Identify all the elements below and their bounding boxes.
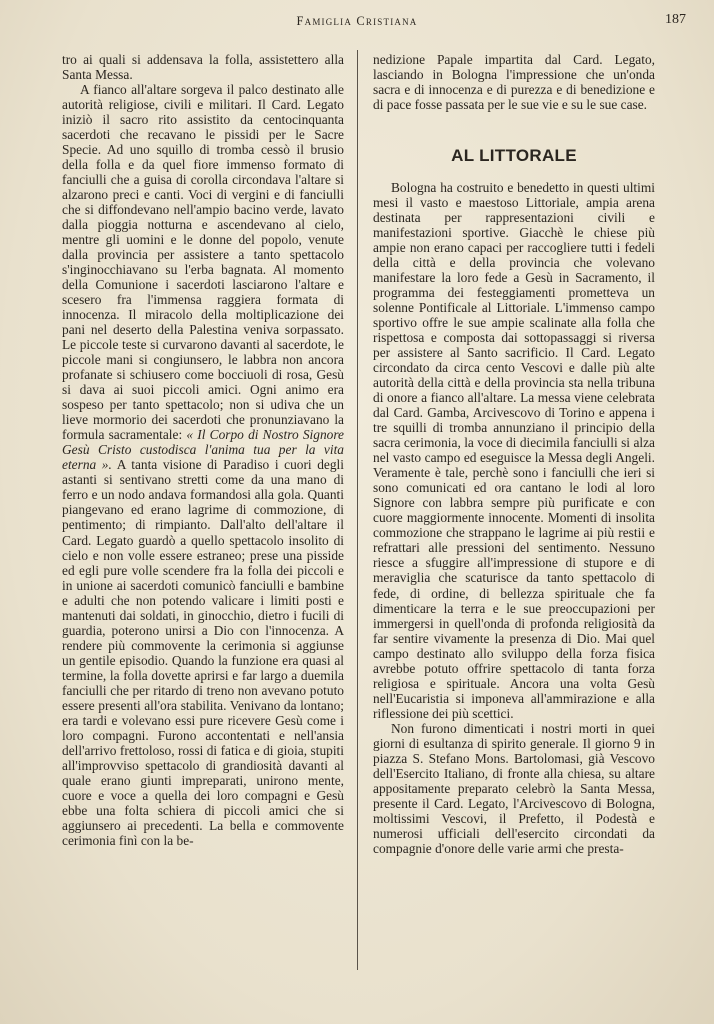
communion-formula-quote: « Il Corpo di Nostro Signore Gesù Cristo custodisca l'anima tua per la vita eterna ». (62, 427, 344, 473)
right-paragraph-2: Bologna ha costruito e benedetto in questi ultimi mesi il vasto e maestoso Littoriale, ampia arena destinata per rappresentazioni civili e manifestazioni sportive. Giacchè le chiese più ampie non erano capaci per raccogliere tutti i fedeli della città e della provincia che volevano manifestare la loro fede a Gesù in Sacramento, il programma dei festeggiamenti prometteva un solenne Pontificale al Littoriale. L'immenso campo sportivo offre le sue ampie scalinate alla folla che rispettosa e composta dai sottopassaggi si riversa per assistere al Santo sacrificio. Il Card. Legato circondato da circa cento Vescovi e dalle più alte autorità della città e della provincia sta nella tribuna di onore a fianco all'altare. La messa viene celebrata dal Card. Gamba, Arcivescovo di Torino e appena i tre squilli di tromba annunziano il principio della sacra cerimonia, la voce di diecimila fanciulli si alza nel vasto campo ed eseguisce la Messa degli Angeli. Veramente è tale, perchè sono i fanciulli che ieri si sono comunicati ed ora cantano le lodi al loro Signore con labbra sempre più purificate e con cuore maggiormente innocente. Momenti di insolita commozione che strappano le lagrime ai più restii e refrattari alle pressioni del sentimento. Nessuno riesce a sfuggire all'impressione di stupore e di meraviglia che scaturisce da tanto spettacolo di fede, di ordine, di bellezza spirituale che fa dimenticare la terra e le sue preoccupazioni per immergersi in quell'onda di profonda religiosità da far sentire vivamente la presenza di Dio. Mai quel campo destinato allo sviluppo della forza fisica avrebbe potuto offrire spettacolo di tanta forza religiosa e spirituale. Ancora una volta Gesù nell'Eucaristia si imponeva all'ammirazione e alla riflessione dei più scettici. (373, 180, 655, 721)
left-paragraph-2-text: A fianco all'altare sorgeva il palco destinato alle autorità religiose, civili e militari. Il Card. Legato iniziò il sacro rito assistito da centocinquanta sacerdoti che recavano le pissidi per le Sacre Specie. Ad uno squillo di tromba cessò il brusio della folla e da quel fiore immenso formato di fanciulli che a guisa di corolla circondava l'altare si alzarono preci e canti. Voci di vergini e di fanciulli che si diffondevano nell'ampio bacino verde, lavato dalla pioggia notturna e ascendevano al cielo, mentre gli uomini e le donne del popolo, venute dalla provincia per assistere a tanto spettacolo s'inginocchiavano su l'erba bagnata. Al momento della Comunione i sacerdoti lasciarono l'altare e scesero fra l'immensa raggiera formata di innocenza. Il miracolo della moltiplicazione dei pani nel deserto della Palestina veniva sorpassato. Le piccole teste si curvarono davanti al sacerdote, le piccole mani si congiunsero, le labbra non ancora profanate si schiusero come bocciuoli di rosa, Gesù si dava ai suoi piccoli amici. Ogni animo era sospeso per tanto spettacolo; non si udiva che un lieve mormorio dei sacerdoti che pronunziavano la formula sacramentale: (62, 82, 344, 443)
right-paragraph-1: nedizione Papale impartita dal Card. Legato, lasciando in Bologna l'impressione che un'onda sacra e di innocenza e di purezza e di benedizione e di pace fosse passata per le sue vie e su le sue case. (373, 52, 655, 113)
running-head: Famiglia Cristiana (296, 14, 418, 28)
left-paragraph-2-end: A tanta visione di Paradiso i cuori degli astanti si sentivano stretti come da una mano di ferro e un nodo andava formandosi alla gola. Quanti piangevano ed erano lagrime di commozione, di pentimento; di rimpianto. Dall'alto dell'altare il Card. Legato guardò a quello spettacolo insolito di cielo e non volle essere estraneo; prese una pisside ed egli pure volle scendere fra la folla dei piccoli e in unione ai sacerdoti comunicò fanciulli e bambine e adulti che non potendo valicare i limiti posti e mantenuti dai soldati, in ginocchio, dietro i fucili di guardia, poterono unirsi a Dio con l'innocenza. A rendere più commovente la cerimonia si aggiunse un gentile episodio. Quando la funzione era quasi al termine, la folla dovette aprirsi e far largo a duemila fanciulli che per ritardo di treno non avevano potuto essere presenti all'ora stabilita. Venivano da lontano; era tardi e volevano essi pure ricevere Gesù come i loro compagni. Furono accontentati e nell'ansia dell'arrivo frettoloso, rossi di fatica e di gioia, stupiti all'improvviso spettacolo di grandiosità davanti al quale erano giunti impreparati, unirono mente, cuore e voce a quella dei loro compagni e Gesù ebbe una folta schiera di piccoli amici che si aggiunsero ai precedenti. La bella e commovente cerimonia finì con la be- (62, 457, 345, 848)
page-header (0, 10, 714, 32)
left-paragraph-1: tro ai quali si addensava la folla, assistettero alla Santa Messa. (62, 52, 344, 83)
left-paragraph-2 (62, 82, 344, 848)
column-divider (357, 50, 358, 970)
left-column (62, 52, 344, 848)
section-heading: AL LITTORALE (451, 146, 577, 166)
right-column (373, 52, 655, 856)
right-paragraph-3: Non furono dimenticati i nostri morti in quei giorni di esultanza di spirito generale. Il giorno 9 in piazza S. Stefano Mons. Bartolomasi, già Vescovo dell'Esercito Italiano, di fronte alla chiesa, su altare appositamente preparato celebrò la Santa Messa, presente il Card. Legato, l'Arcivescovo di Bologna, moltissimi Vescovi, il Prefetto, il Podestà e numerosi ufficiali dell'esercito circondati da compagnie d'onore delle varie armi che presta- (373, 720, 655, 856)
page-number: 187 (665, 12, 686, 27)
